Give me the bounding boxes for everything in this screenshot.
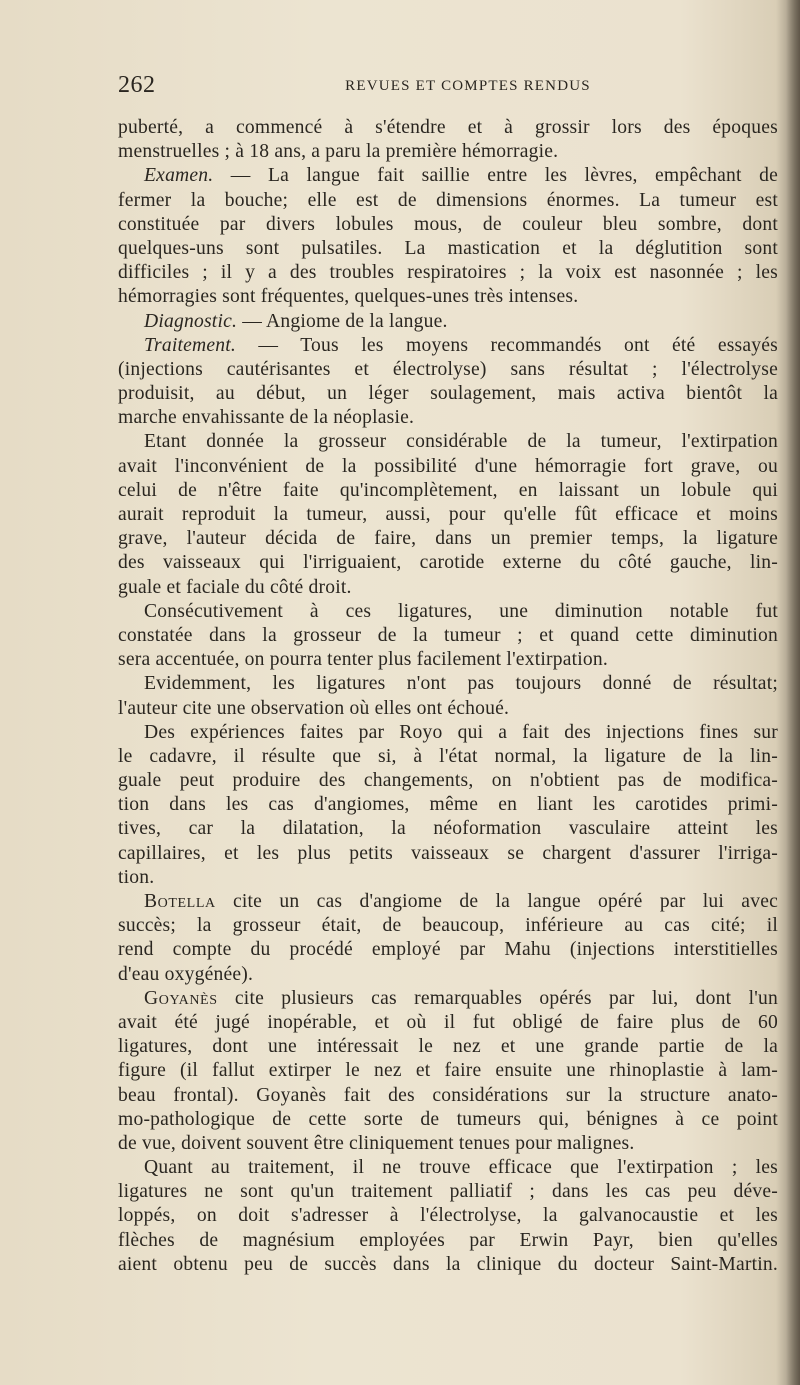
- text-line: Examen. — La langue fait saillie entre les lèvres, empêchant de: [144, 165, 778, 187]
- text-line: Etant donnée la grosseur considérable de la tumeur, l'extirpation: [144, 431, 778, 453]
- section-label-diagnostic: Diagnostic.: [144, 310, 238, 332]
- text-line: fermer la bouche; elle est de dimensions énormes. La tumeur est: [118, 189, 778, 211]
- text-line: produisit, au début, un léger soulagement, mais activa bientôt la: [118, 383, 778, 405]
- text-line: beau frontal). Goyanès fait des considérations sur la structure anato-: [118, 1084, 778, 1106]
- text-line: Diagnostic. — Angiome de la langue.: [144, 310, 448, 332]
- page-header: [118, 72, 778, 102]
- text-line: guale et faciale du côté droit.: [118, 576, 352, 598]
- text-line: marche envahissante de la néoplasie.: [118, 407, 415, 429]
- text-line: guale peut produire des changements, on n'obtient pas de modifica-: [118, 770, 778, 792]
- author-name-goyanes: Goyanès: [144, 987, 218, 1009]
- author-name-botella: Botella: [144, 891, 216, 912]
- text-line: grave, l'auteur décida de faire, dans un premier temps, la ligature: [118, 528, 778, 550]
- text-line: Des expériences faites par Royo qui a fait des injections fines sur: [144, 721, 778, 743]
- text-line: avait été jugé inopérable, et où il fut obligé de faire plus de 60: [118, 1011, 778, 1033]
- text-line: avait l'inconvénient de la possibilité d'une hémorragie fort grave, ou: [118, 455, 778, 477]
- running-title: REVUES ET COMPTES RENDUS: [345, 78, 591, 94]
- text-line: tion.: [118, 866, 155, 888]
- text-line: celui de n'être faite qu'incomplètement, en laissant un lobule qui: [118, 479, 778, 501]
- text-line: capillaires, et les plus petits vaisseaux se chargent d'assurer l'irriga-: [118, 842, 778, 864]
- text-line: ligatures ne sont qu'un traitement palliatif ; dans les cas peu déve-: [118, 1181, 778, 1203]
- text-line: d'eau oxygénée).: [118, 963, 254, 985]
- text-line: (injections cautérisantes et électrolyse) sans résultat ; l'électrolyse: [118, 358, 778, 380]
- text-line: Quant au traitement, il ne trouve efficace que l'extirpation ; les: [144, 1157, 778, 1179]
- text-line: rend compte du procédé employé par Mahu (injections interstitielles: [118, 939, 778, 961]
- text-line: figure (il fallut extirper le nez et faire ensuite une rhinoplastie à lam-: [118, 1060, 778, 1082]
- text-line: menstruelles ; à 18 ans, a paru la première hémorragie.: [118, 141, 559, 163]
- text-line: aurait reproduit la tumeur, aussi, pour qu'elle fût efficace et moins: [118, 504, 778, 525]
- text-line: tion dans les cas d'angiomes, même en liant les carotides primi-: [118, 794, 778, 816]
- text-line: succès; la grosseur était, de beaucoup, inférieure au cas cité; il: [118, 915, 778, 937]
- text-line: quelques-uns sont pulsatiles. La mastication et la déglutition sont: [118, 237, 778, 259]
- text-line: flèches de magnésium employées par Erwin Payr, bien qu'elles: [118, 1229, 778, 1251]
- text-line: ligatures, dont une intéressait le nez et une grande partie de la: [118, 1036, 778, 1058]
- text-line: Traitement. — Tous les moyens recommandés ont été essayés: [144, 334, 778, 356]
- text-line: loppés, on doit s'adresser à l'électrolyse, la galvanocaustie et les: [118, 1205, 778, 1227]
- text-line: constatée dans la grosseur de la tumeur ; et quand cette diminution: [118, 624, 778, 646]
- text-line: Consécutivement à ces ligatures, une diminution notable fut: [144, 600, 778, 622]
- text-line: mo-pathologique de cette sorte de tumeurs qui, bénignes à ce point: [118, 1108, 778, 1130]
- text-line: constituée par divers lobules mous, de couleur bleu sombre, dont: [118, 213, 778, 235]
- text-line: aient obtenu peu de succès dans la clinique du docteur Saint-Martin.: [118, 1253, 778, 1275]
- text-line: puberté, a commencé à s'étendre et à grossir lors des époques: [118, 117, 778, 138]
- page-number: 262: [118, 72, 156, 98]
- section-label-examen: Examen.: [144, 165, 214, 187]
- text-line: difficiles ; il y a des troubles respiratoires ; la voix est nasonnée ; les: [118, 262, 778, 284]
- page-edge-shadow: [786, 0, 800, 1385]
- text-line: sera accentuée, on pourra tenter plus facilement l'extirpation.: [118, 649, 608, 671]
- article-body: [118, 116, 778, 1277]
- text-line: l'auteur cite une observation où elles ont échoué.: [118, 697, 510, 719]
- text-line: des vaisseaux qui l'irriguaient, carotide externe du côté gauche, lin-: [118, 552, 778, 574]
- text-line: Botella cite un cas d'angiome de la langue opéré par lui avec: [144, 891, 778, 912]
- text-line: Evidemment, les ligatures n'ont pas toujours donné de résultat;: [144, 673, 778, 695]
- text-line: le cadavre, il résulte que si, à l'état normal, la ligature de la lin-: [118, 745, 778, 767]
- text-line: Goyanès cite plusieurs cas remarquables opérés par lui, dont l'un: [144, 987, 778, 1009]
- text-line: hémorragies sont fréquentes, quelques-unes très intenses.: [118, 286, 579, 308]
- text-line: de vue, doivent souvent être cliniquement tenues pour malignes.: [118, 1132, 635, 1154]
- text-line: tives, car la dilatation, la néoformation vasculaire atteint les: [118, 818, 778, 840]
- section-label-traitement: Traitement.: [144, 334, 237, 356]
